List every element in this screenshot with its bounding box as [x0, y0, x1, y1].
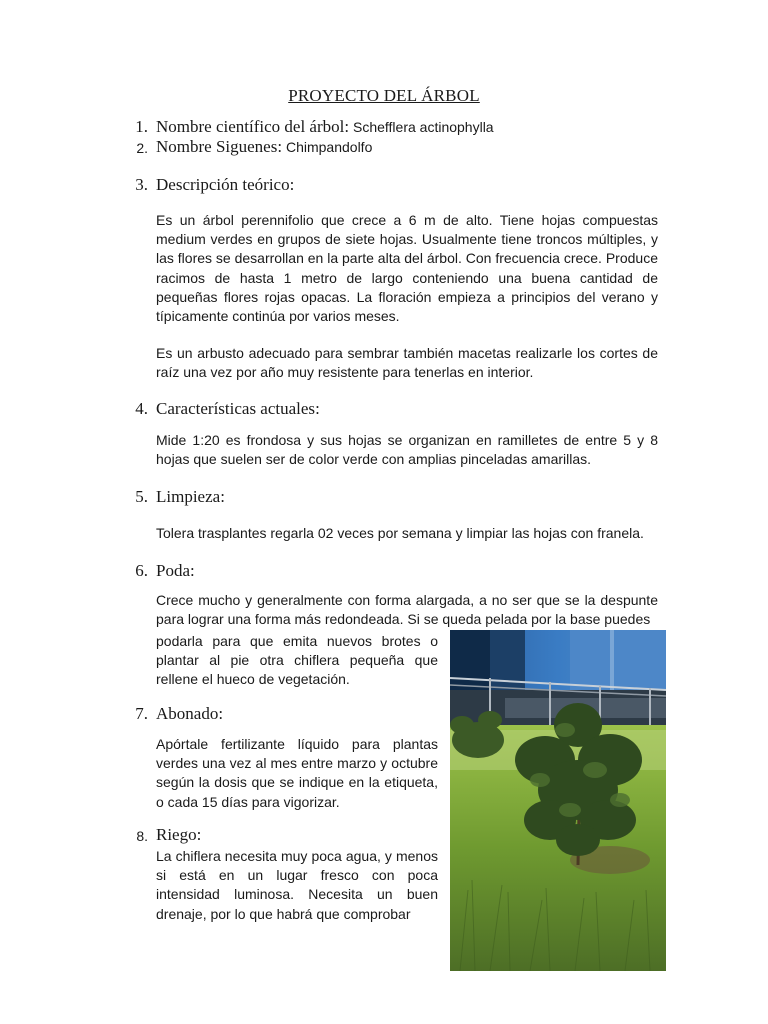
scientific-name-value: Schefflera actinophylla [349, 119, 494, 135]
item-heading-riego [156, 825, 201, 845]
item-heading-poda [156, 561, 195, 581]
item-sep: : [277, 137, 283, 156]
item-sep: : [289, 175, 295, 194]
item-sep: : [190, 561, 195, 580]
item-number-5: 5. [135, 487, 148, 506]
item-label: Poda [156, 561, 190, 580]
item-heading-descripcion [156, 175, 294, 195]
item-label: Nombre Siguenes [156, 137, 278, 156]
item-number-6: 6. [135, 561, 148, 580]
item-heading-caracteristicas [156, 399, 320, 419]
item-number-1: 1. [135, 117, 148, 136]
item-heading-limpieza [156, 487, 225, 507]
item-heading-scientific-name [156, 117, 494, 137]
poda-paragraph-narrow: podarla para que emita nuevos brotes o plantar al pie otra chiflera pequeña que rellene el hueco de vegetación. [156, 633, 438, 688]
item-number-7: 7. [135, 704, 148, 723]
limpieza-paragraph: Tolera trasplantes regarla 02 veces por semana y limpiar las hojas con franela. [156, 525, 644, 541]
common-name-value: Chimpandolfo [282, 139, 373, 155]
item-sep: : [220, 487, 225, 506]
riego-paragraph: La chiflera necesita muy poca agua, y menos si está en un lugar fresco con poca intensidad luminosa. Necesita un buen drenaje, por lo que habrá que comprobar [156, 848, 438, 922]
abonado-paragraph: Apórtale fertilizante líquido para plantas verdes una vez al mes entre marzo y octubre según la dosis que se indique en la etiqueta, o cada 15 días para vigorizar. [156, 736, 438, 810]
item-label: Abonado [156, 704, 219, 723]
item-number-3: 3. [135, 175, 148, 194]
item-sep: : [218, 704, 224, 723]
item-label: Limpieza [156, 487, 221, 506]
descripcion-paragraph-2: Es un arbusto adecuado para sembrar también macetas realizarle los cortes de raíz una vez por año muy resistente para tenerlas en interior. [156, 345, 658, 381]
item-label: Nombre científico del árbol [156, 117, 345, 136]
item-number-2: 2. [136, 140, 148, 156]
poda-paragraph-wide: Crece mucho y generalmente con forma alargada, a no ser que se la despunte para lograr una forma más redondeada. Si se queda pelada por la base puedes [156, 592, 658, 628]
caracteristicas-paragraph: Mide 1:20 es frondosa y sus hojas se organizan en ramilletes de entre 5 y 8 hojas que suelen ser de color verde con amplias pinceladas amarillas. [156, 432, 658, 468]
plant-photo [450, 630, 666, 971]
descripcion-paragraph-1: Es un árbol perennifolio que crece a 6 m de alto. Tiene hojas compuestas medium verdes en grupos de siete hojas. Usualmente tiene troncos múltiples, y las flores se desarrollan en la parte alta del árbol. Con frecuencia crece. Produce racimos de hasta 1 metro de largo conteniendo una buena cantidad de pequeñas flores rojas opacas. La floración empieza a principios del verano y típicamente continúa por varios meses. [156, 212, 658, 325]
item-label: Características actuales [156, 399, 316, 418]
item-sep: : [344, 117, 350, 136]
item-label: Riego [156, 825, 197, 844]
item-number-8: 8. [136, 828, 148, 844]
item-number-4: 4. [135, 399, 148, 418]
item-heading-abonado [156, 704, 223, 724]
page-title: PROYECTO DEL ÁRBOL [288, 86, 480, 105]
item-sep: : [196, 825, 202, 844]
item-heading-common-name [156, 137, 372, 157]
item-sep: : [315, 399, 320, 418]
item-label: Descripción teórico [156, 175, 290, 194]
